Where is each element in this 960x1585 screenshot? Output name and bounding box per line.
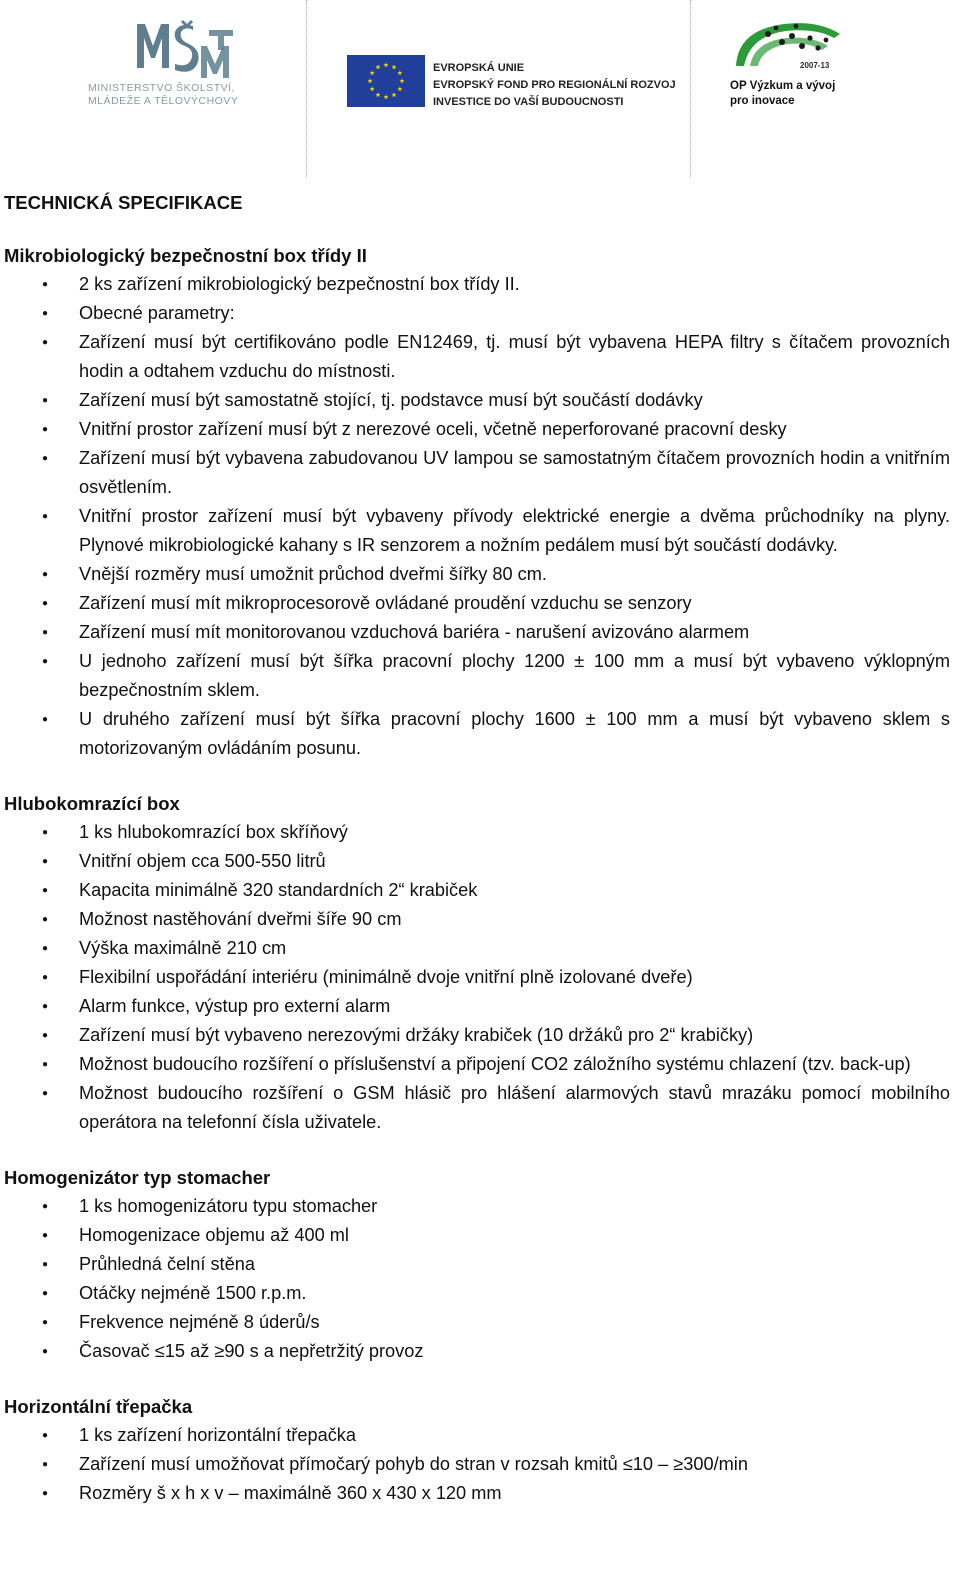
spec-item: ● U jednoho zařízení musí být šířka pracovní plochy 1200 ± 100 mm a musí být vybaveno výklopným bezpečnostním sklem. <box>4 647 950 705</box>
spec-item: ● Obecné parametry: <box>4 299 950 328</box>
spec-item: ● 1 ks homogenizátoru typu stomacher <box>4 1192 950 1221</box>
document-title: TECHNICKÁ SPECIFIKACE <box>4 192 243 213</box>
spec-item: ● 1 ks zařízení horizontální třepačka <box>4 1421 950 1450</box>
spec-item: ● Vnitřní prostor zařízení musí být z nerezové oceli, včetně neperforované pracovní desky <box>4 415 950 444</box>
spec-list <box>4 1421 950 1508</box>
spec-item: ● Alarm funkce, výstup pro externí alarm <box>4 992 950 1021</box>
eu-flag-icon <box>347 55 425 107</box>
spec-item: ● Zařízení musí mít monitorovanou vzduchová bariéra - narušení avizováno alarmem <box>4 618 950 647</box>
spec-item: ● Výška maximálně 210 cm <box>4 934 950 963</box>
spec-item: ● U druhého zařízení musí být šířka pracovní plochy 1600 ± 100 mm a musí být vybaveno sklem s motorizovaným ovládáním posunu. <box>4 705 950 763</box>
spec-item: ● Kapacita minimálně 320 standardních 2“ krabiček <box>4 876 950 905</box>
spec-list <box>4 1192 950 1366</box>
header-divider <box>306 0 307 178</box>
section-heading: Hlubokomrazící box <box>4 793 180 814</box>
msmt-logo <box>135 20 235 82</box>
spec-item: ● Frekvence nejméně 8 úderů/s <box>4 1308 950 1337</box>
spec-item: ● Průhledná čelní stěna <box>4 1250 950 1279</box>
spec-item: ● 1 ks hlubokomrazící box skříňový <box>4 818 950 847</box>
eu-logo-text <box>433 60 676 111</box>
spec-item: ● Vnější rozměry musí umožnit průchod dveřmi šířky 80 cm. <box>4 560 950 589</box>
op-logo-text <box>730 79 835 109</box>
op-line-2: pro inovace <box>730 95 795 107</box>
spec-item: ● Zařízení musí mít mikroprocesorově ovládané proudění vzduchu se senzory <box>4 589 950 618</box>
spec-list <box>4 270 950 763</box>
spec-list <box>4 818 950 1137</box>
spec-item: ● Možnost nastěhování dveřmi šíře 90 cm <box>4 905 950 934</box>
spec-item: ● Zařízení musí být certifikováno podle EN12469, tj. musí být vybavena HEPA filtry s čítačem provozních hodin a odtahem vzduchu do místnosti. <box>4 328 950 386</box>
section-heading: Homogenizátor typ stomacher <box>4 1167 271 1188</box>
spec-item: ● Zařízení musí umožňovat přímočarý pohyb do stran v rozsah kmitů ≤10 – ≥300/min <box>4 1450 950 1479</box>
document-header <box>0 0 960 180</box>
spec-item: ● 2 ks zařízení mikrobiologický bezpečnostní box třídy II. <box>4 270 950 299</box>
spec-item: ● Vnitřní objem cca 500-550 litrů <box>4 847 950 876</box>
op-years: 2007-13 <box>800 61 830 70</box>
op-line-1: OP Výzkum a vývoj <box>730 80 836 92</box>
eu-line-3: INVESTICE DO VAŠÍ BUDOUCNOSTI <box>433 96 624 108</box>
msmt-line-1: MINISTERSTVO ŠKOLSTVÍ, <box>88 82 235 94</box>
spec-item: ● Homogenizace objemu až 400 ml <box>4 1221 950 1250</box>
spec-item: ● Zařízení musí být samostatně stojící, tj. podstavce musí být součástí dodávky <box>4 386 950 415</box>
msmt-line-2: MLÁDEŽE A TĚLOVÝCHOVY <box>88 95 239 107</box>
section-heading: Mikrobiologický bezpečnostní box třídy II <box>4 245 367 266</box>
document-body <box>4 188 950 1508</box>
spec-sections <box>4 241 950 1508</box>
msmt-logo-text <box>88 82 238 108</box>
op-vavpi-logo <box>730 16 850 78</box>
spec-item: ● Časovač ≤15 až ≥90 s a nepřetržitý provoz <box>4 1337 950 1366</box>
spec-item: ● Možnost budoucího rozšíření o příslušenství a připojení CO2 záložního systému chlazení (tzv. back-up) <box>4 1050 950 1079</box>
spec-item: ● Možnost budoucího rozšíření o GSM hlásič pro hlášení alarmových stavů mrazáku pomocí mobilního operátora na telefonní čísla uživatele. <box>4 1079 950 1137</box>
spec-item: ● Flexibilní uspořádání interiéru (minimálně dvoje vnitřní plně izolované dveře) <box>4 963 950 992</box>
spec-item: ● Rozměry š x h x v – maximálně 360 x 430 x 120 mm <box>4 1479 950 1508</box>
spec-item: ● Zařízení musí být vybavena zabudovanou UV lampou se samostatným čítačem provozních hodin a vnitřním osvětlením. <box>4 444 950 502</box>
eu-line-2: EVROPSKÝ FOND PRO REGIONÁLNÍ ROZVOJ <box>433 79 676 91</box>
header-divider <box>690 0 691 178</box>
spec-item: ● Otáčky nejméně 1500 r.p.m. <box>4 1279 950 1308</box>
section-heading: Horizontální třepačka <box>4 1396 193 1417</box>
spec-item: ● Zařízení musí být vybaveno nerezovými držáky krabiček (10 držáků pro 2“ krabičky) <box>4 1021 950 1050</box>
eu-line-1: EVROPSKÁ UNIE <box>433 62 525 74</box>
spec-item: ● Vnitřní prostor zařízení musí být vybaveny přívody elektrické energie a dvěma průchodníky na plyny. Plynové mikrobiologické kahany s IR senzorem a nožním pedálem musí být součástí dodávky. <box>4 502 950 560</box>
